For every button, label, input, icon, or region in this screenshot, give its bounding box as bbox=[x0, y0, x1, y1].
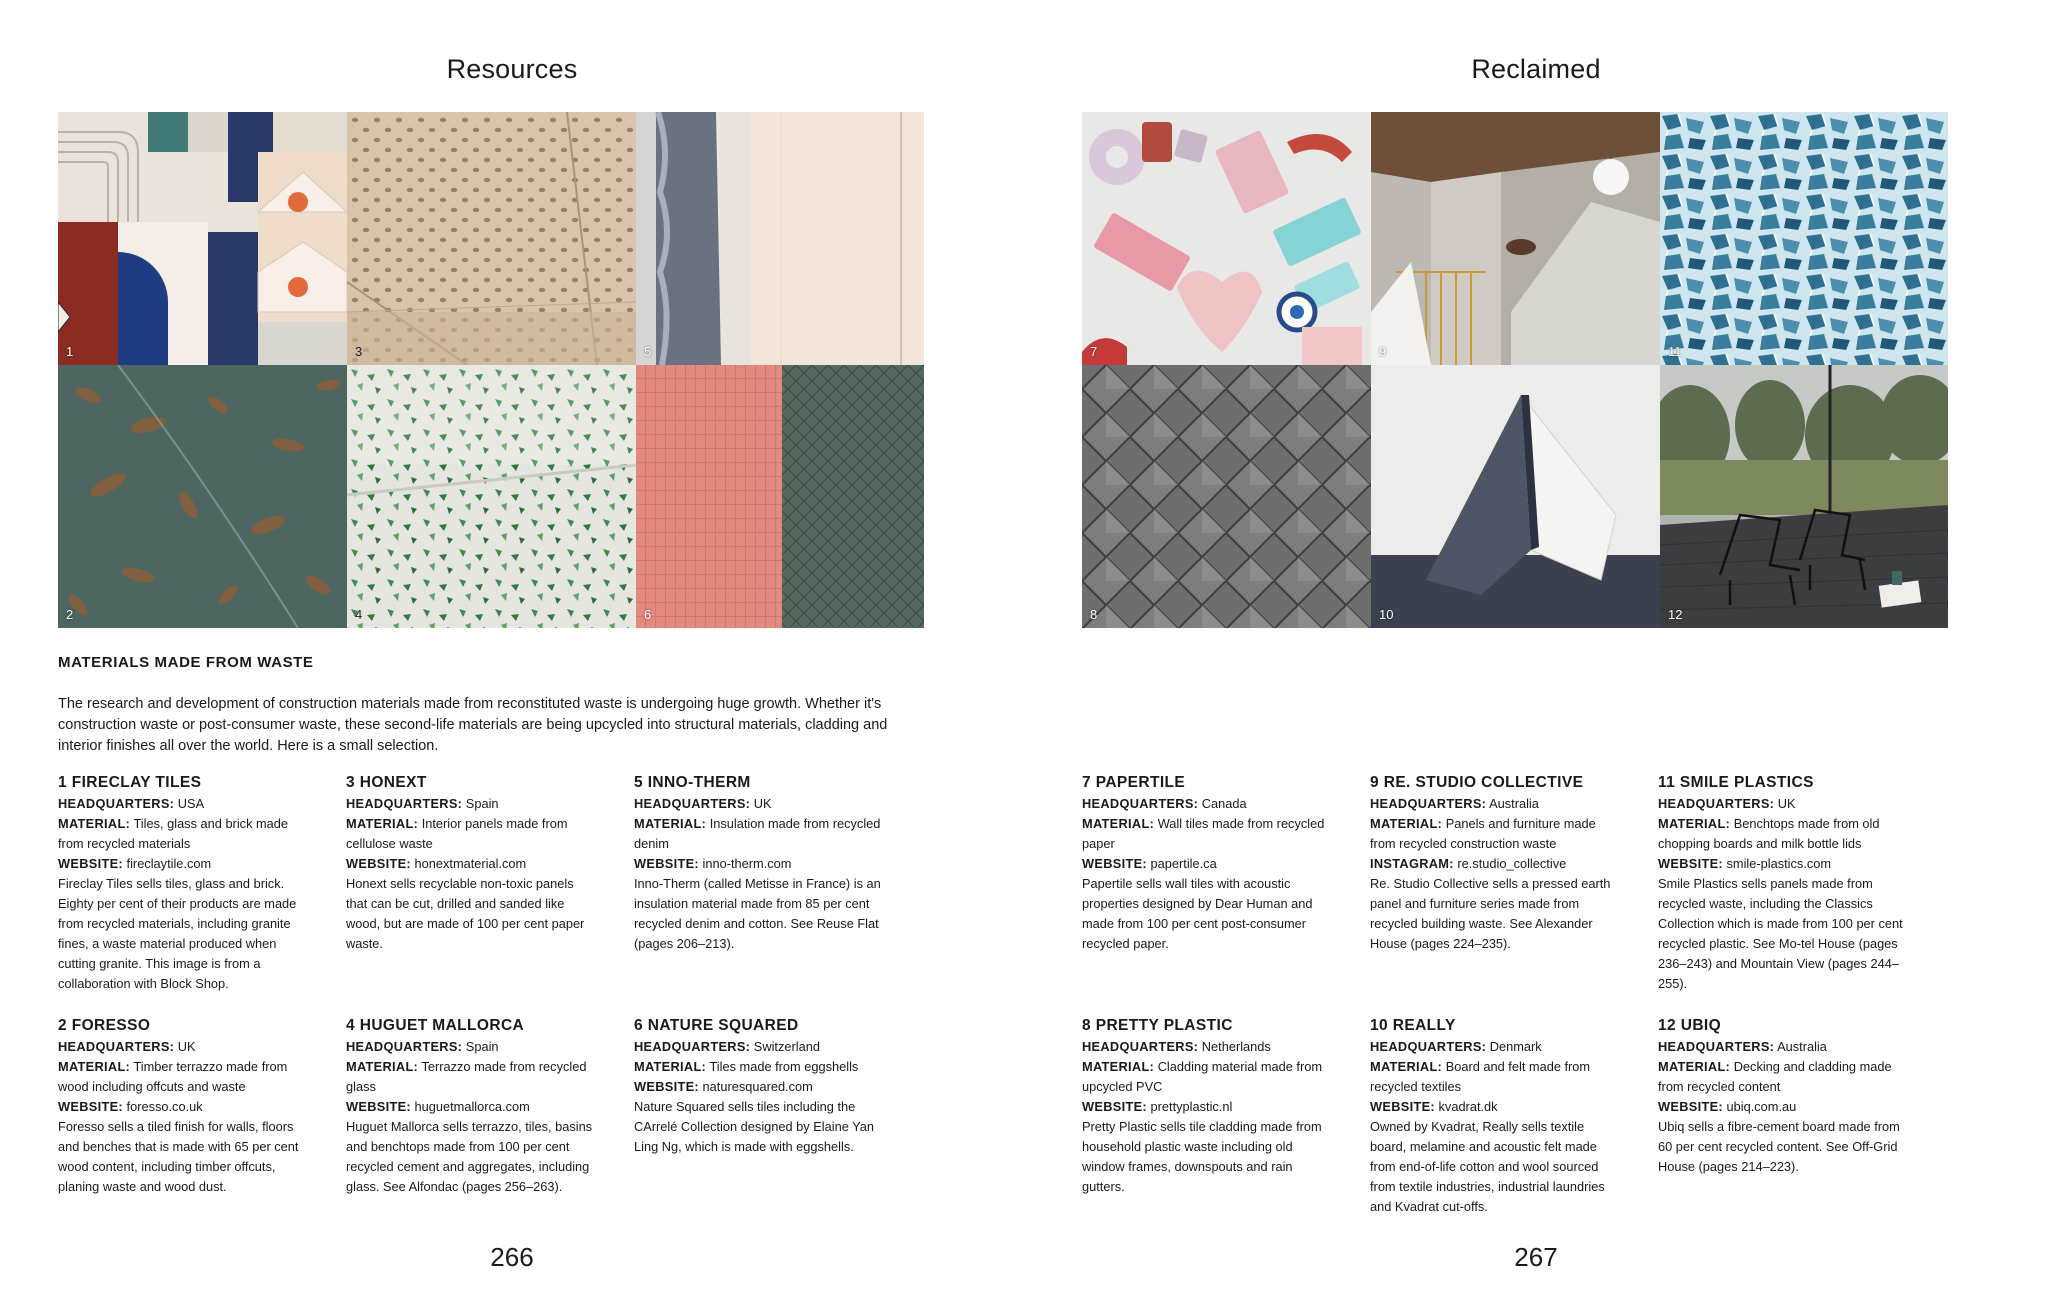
entry-description: Smile Plastics sells panels made from recycled waste, including the Classics Collection which is made from 100 per cent recycled plastic. See Mo-tel House (pages 236–243) and Mountain View (pages 244–255). bbox=[1658, 876, 1903, 991]
material-value: Tiles, glass and brick made from recycled materials bbox=[58, 816, 289, 851]
material-value: Timber terrazzo made from wood including offcuts and waste bbox=[58, 1059, 288, 1094]
entry-hq bbox=[1658, 794, 1908, 814]
image-number: 10 bbox=[1379, 607, 1394, 622]
entry-re-studio-collective bbox=[1370, 772, 1620, 954]
image-pretty-plastic bbox=[1082, 365, 1371, 628]
hq-label: HEADQUARTERS: bbox=[1658, 1039, 1775, 1054]
cladding-tiles-image bbox=[1082, 365, 1371, 628]
hq-value: Denmark bbox=[1489, 1039, 1542, 1054]
entry-hq bbox=[634, 1037, 884, 1057]
material-label: MATERIAL: bbox=[1082, 1059, 1155, 1074]
material-label: MATERIAL: bbox=[1658, 1059, 1731, 1074]
website-value: honextmaterial.com bbox=[414, 856, 527, 871]
intro-paragraph bbox=[58, 694, 928, 757]
entry-title: 8 PRETTY PLASTIC bbox=[1082, 1017, 1233, 1034]
entry-description: Inno-Therm (called Metisse in France) is an insulation material made from 85 per cent recycled denim and cotton. See Reuse Flat (pages 206–213). bbox=[634, 876, 881, 951]
material-value: Wall tiles made from recycled paper bbox=[1082, 816, 1325, 851]
entry-huguet-mallorca bbox=[346, 1015, 596, 1197]
material-label: MATERIAL: bbox=[346, 816, 419, 831]
hq-value: USA bbox=[177, 796, 205, 811]
image-number: 6 bbox=[644, 607, 652, 622]
image-inno-therm bbox=[636, 112, 924, 365]
website-value: huguetmallorca.com bbox=[414, 1099, 530, 1114]
entry-material bbox=[1658, 814, 1908, 854]
image-grid bbox=[58, 112, 924, 628]
entry-description: Huguet Mallorca sells terrazzo, tiles, basins and benchtops made from 100 per cent recycled cement and aggregates, including glass. See Alfondac (pages 256–263). bbox=[346, 1119, 593, 1194]
entry-title: 10 REALLY bbox=[1370, 1017, 1456, 1034]
entry-hq bbox=[1082, 1037, 1332, 1057]
material-value: Insulation made from recycled denim bbox=[634, 816, 881, 851]
entry-title: 11 SMILE PLASTICS bbox=[1658, 774, 1814, 791]
website-value: papertile.ca bbox=[1150, 856, 1217, 871]
entry-pretty-plastic bbox=[1082, 1015, 1332, 1197]
entry-title: 2 FORESSO bbox=[58, 1017, 151, 1034]
image-number: 4 bbox=[355, 607, 363, 622]
material-value: Board and felt made from recycled textiles bbox=[1370, 1059, 1591, 1094]
entry-fireclay-tiles bbox=[58, 772, 308, 994]
paper-tiles-image bbox=[1082, 112, 1371, 365]
material-label: MATERIAL: bbox=[346, 1059, 419, 1074]
entry-material bbox=[634, 1057, 884, 1077]
website-value: prettyplastic.nl bbox=[1150, 1099, 1233, 1114]
entry-honext bbox=[346, 772, 596, 954]
entry-description: Honext sells recyclable non-toxic panels that can be cut, drilled and sanded like wood, but are made of 100 per cent paper waste. bbox=[346, 876, 585, 951]
entry-foresso bbox=[58, 1015, 308, 1197]
hq-value: Canada bbox=[1201, 796, 1247, 811]
material-value: Cladding material made from upcycled PVC bbox=[1082, 1059, 1322, 1094]
website-label: WEBSITE: bbox=[634, 856, 699, 871]
instagram-label: INSTAGRAM: bbox=[1370, 856, 1454, 871]
hq-label: HEADQUARTERS: bbox=[1082, 1039, 1199, 1054]
hq-label: HEADQUARTERS: bbox=[346, 796, 463, 811]
entry-material bbox=[58, 1057, 308, 1097]
entry-title: 3 HONEXT bbox=[346, 774, 427, 791]
entry-description: Pretty Plastic sells tile cladding made from household plastic waste including old window frames, downspouts and rain gutters. bbox=[1082, 1119, 1322, 1194]
page-right bbox=[1024, 0, 2048, 1310]
entry-material bbox=[346, 814, 596, 854]
image-number: 3 bbox=[355, 344, 363, 359]
entry-title: 1 FIRECLAY TILES bbox=[58, 774, 202, 791]
entry-website bbox=[346, 1097, 596, 1117]
entry-instagram bbox=[1370, 854, 1620, 874]
page-title: Reclaimed bbox=[1471, 54, 1601, 84]
entry-hq bbox=[1658, 1037, 1908, 1057]
section-heading: MATERIALS MADE FROM WASTE bbox=[58, 654, 314, 671]
hq-value: Spain bbox=[465, 796, 499, 811]
entry-description: Papertile sells wall tiles with acoustic properties designed by Dear Human and made from 100 per cent post-consumer recycled paper. bbox=[1082, 876, 1313, 951]
hq-value: Switzerland bbox=[753, 1039, 820, 1054]
page-title: Resources bbox=[446, 54, 578, 84]
entry-smile-plastics bbox=[1658, 772, 1908, 994]
entry-description: Re. Studio Collective sells a pressed earth panel and furniture series made from recycled building waste. See Alexander House (pages 224–235). bbox=[1370, 876, 1611, 951]
website-value: inno-therm.com bbox=[702, 856, 792, 871]
entry-hq bbox=[346, 794, 596, 814]
website-label: WEBSITE: bbox=[1658, 856, 1723, 871]
website-label: WEBSITE: bbox=[1658, 1099, 1723, 1114]
hq-label: HEADQUARTERS: bbox=[58, 1039, 175, 1054]
perforated-panel-image bbox=[347, 112, 636, 365]
image-really bbox=[1371, 365, 1660, 628]
hq-label: HEADQUARTERS: bbox=[634, 1039, 751, 1054]
image-number: 9 bbox=[1379, 344, 1387, 359]
hq-label: HEADQUARTERS: bbox=[1370, 796, 1487, 811]
material-label: MATERIAL: bbox=[634, 1059, 707, 1074]
website-label: WEBSITE: bbox=[58, 856, 123, 871]
entry-description: Ubiq sells a fibre-cement board made from 60 per cent recycled content. See Off-Grid House (pages 214–223). bbox=[1658, 1119, 1900, 1174]
material-label: MATERIAL: bbox=[1082, 816, 1155, 831]
image-number: 7 bbox=[1090, 344, 1098, 359]
image-fireclay-tiles bbox=[58, 112, 347, 365]
website-label: WEBSITE: bbox=[346, 856, 411, 871]
website-value: foresso.co.uk bbox=[126, 1099, 203, 1114]
glass-terrazzo-image bbox=[347, 365, 636, 628]
textile-board-image bbox=[1371, 365, 1660, 628]
website-value: smile-plastics.com bbox=[1726, 856, 1832, 871]
image-honext bbox=[347, 112, 636, 365]
entry-hq bbox=[634, 794, 884, 814]
page-number: 267 bbox=[1514, 1242, 1558, 1272]
material-label: MATERIAL: bbox=[1658, 816, 1731, 831]
entry-material bbox=[1658, 1057, 1908, 1097]
image-huguet-mallorca bbox=[347, 365, 636, 628]
entry-description: Nature Squared sells tiles including the CArrelé Collection designed by Elaine Yan Ling Ng, which is made with eggshells. bbox=[634, 1099, 874, 1154]
website-label: WEBSITE: bbox=[346, 1099, 411, 1114]
entry-website bbox=[346, 854, 596, 874]
image-nature-squared bbox=[636, 365, 924, 628]
hq-value: UK bbox=[177, 1039, 196, 1054]
website-value: ubiq.com.au bbox=[1726, 1099, 1797, 1114]
interior-stair-image bbox=[1371, 112, 1660, 365]
website-label: WEBSITE: bbox=[1082, 856, 1147, 871]
website-label: WEBSITE: bbox=[1082, 1099, 1147, 1114]
hq-value: Australia bbox=[1489, 796, 1539, 811]
entry-hq bbox=[58, 1037, 308, 1057]
material-value: Panels and furniture made from recycled construction waste bbox=[1370, 816, 1596, 851]
entry-hq bbox=[1082, 794, 1332, 814]
image-number: 12 bbox=[1668, 607, 1683, 622]
entry-inno-therm bbox=[634, 772, 884, 954]
hq-label: HEADQUARTERS: bbox=[1082, 796, 1199, 811]
entry-material bbox=[1082, 1057, 1332, 1097]
entry-material bbox=[1370, 814, 1620, 854]
entry-hq bbox=[346, 1037, 596, 1057]
material-value: Decking and cladding made from recycled content bbox=[1658, 1059, 1892, 1094]
image-grid bbox=[1082, 112, 1948, 628]
entry-hq bbox=[1370, 794, 1620, 814]
hq-label: HEADQUARTERS: bbox=[1658, 796, 1775, 811]
entry-title: 7 PAPERTILE bbox=[1082, 774, 1186, 791]
entry-material bbox=[1370, 1057, 1620, 1097]
website-value: naturesquared.com bbox=[702, 1079, 813, 1094]
entry-material bbox=[1082, 814, 1332, 854]
material-label: MATERIAL: bbox=[1370, 816, 1443, 831]
hq-value: Australia bbox=[1777, 1039, 1827, 1054]
recycled-plastic-image bbox=[1660, 112, 1948, 365]
material-value: Tiles made from eggshells bbox=[709, 1059, 859, 1074]
entry-website bbox=[1658, 1097, 1908, 1117]
timber-terrazzo-image bbox=[58, 365, 347, 628]
hq-value: UK bbox=[1777, 796, 1796, 811]
material-label: MATERIAL: bbox=[1370, 1059, 1443, 1074]
intro-text: The research and development of construction materials made from reconstituted waste is undergoing huge growth. Whether it's construction waste or post-consumer waste, these second-life materials are being upcycled into structural materials, cladding and interior finishes all over the world. Here is a small selection. bbox=[58, 696, 888, 754]
entry-title: 4 HUGUET MALLORCA bbox=[346, 1017, 525, 1034]
hq-label: HEADQUARTERS: bbox=[634, 796, 751, 811]
entry-website bbox=[634, 1077, 884, 1097]
material-label: MATERIAL: bbox=[58, 816, 131, 831]
material-value: Interior panels made from cellulose waste bbox=[346, 816, 568, 851]
image-number: 8 bbox=[1090, 607, 1098, 622]
entry-title: 12 UBIQ bbox=[1658, 1017, 1722, 1034]
entry-website bbox=[58, 1097, 308, 1117]
website-label: WEBSITE: bbox=[58, 1099, 123, 1114]
entry-description: Foresso sells a tiled finish for walls, floors and benches that is made with 65 per cent wood content, including timber offcuts, planing waste and wood dust. bbox=[58, 1119, 299, 1194]
page-number: 266 bbox=[490, 1242, 534, 1272]
image-number: 2 bbox=[66, 607, 74, 622]
insulation-image bbox=[636, 112, 924, 365]
image-smile-plastics bbox=[1660, 112, 1948, 365]
entry-material bbox=[58, 814, 308, 854]
entry-papertile bbox=[1082, 772, 1332, 954]
material-label: MATERIAL: bbox=[634, 816, 707, 831]
entry-website bbox=[634, 854, 884, 874]
entry-description: Owned by Kvadrat, Really sells textile board, melamine and acoustic felt made from end-of-life cotton and wool sourced from textile industries, industrial laundries and Kvadrat cut-offs. bbox=[1370, 1119, 1605, 1214]
entry-nature-squared bbox=[634, 1015, 884, 1157]
image-papertile bbox=[1082, 112, 1371, 365]
image-ubiq bbox=[1660, 365, 1948, 628]
hq-value: UK bbox=[753, 796, 772, 811]
deck-chairs-image bbox=[1660, 365, 1948, 628]
entry-website bbox=[1082, 854, 1332, 874]
entry-really bbox=[1370, 1015, 1620, 1217]
entry-hq bbox=[58, 794, 308, 814]
image-re-studio-collective bbox=[1371, 112, 1660, 365]
entry-website bbox=[1658, 854, 1908, 874]
entry-material bbox=[346, 1057, 596, 1097]
website-label: WEBSITE: bbox=[1370, 1099, 1435, 1114]
image-number: 1 bbox=[66, 344, 74, 359]
hq-value: Netherlands bbox=[1201, 1039, 1271, 1054]
entry-title: 9 RE. STUDIO COLLECTIVE bbox=[1370, 774, 1584, 791]
entry-title: 5 INNO-THERM bbox=[634, 774, 751, 791]
image-foresso bbox=[58, 365, 347, 628]
material-value: Terrazzo made from recycled glass bbox=[346, 1059, 587, 1094]
entry-title: 6 NATURE SQUARED bbox=[634, 1017, 799, 1034]
entry-description: Fireclay Tiles sells tiles, glass and brick. Eighty per cent of their products are made from recycled materials, including granite fines, a waste material produced when cutting granite. This image is from a collaboration with Block Shop. bbox=[58, 876, 297, 991]
entry-website bbox=[1082, 1097, 1332, 1117]
material-value: Benchtops made from old chopping boards and milk bottle lids bbox=[1658, 816, 1880, 851]
entry-hq bbox=[1370, 1037, 1620, 1057]
entry-website bbox=[58, 854, 308, 874]
entry-material bbox=[634, 814, 884, 854]
material-label: MATERIAL: bbox=[58, 1059, 131, 1074]
eggshell-tiles-image bbox=[636, 365, 924, 628]
website-value: fireclaytile.com bbox=[126, 856, 212, 871]
image-number: 5 bbox=[644, 344, 652, 359]
website-label: WEBSITE: bbox=[634, 1079, 699, 1094]
entry-website bbox=[1370, 1097, 1620, 1117]
image-number: 11 bbox=[1668, 344, 1682, 359]
entry-ubiq bbox=[1658, 1015, 1908, 1177]
website-value: kvadrat.dk bbox=[1438, 1099, 1498, 1114]
tile-pattern-image bbox=[58, 112, 347, 365]
hq-label: HEADQUARTERS: bbox=[1370, 1039, 1487, 1054]
instagram-value: re.studio_collective bbox=[1457, 856, 1567, 871]
hq-label: HEADQUARTERS: bbox=[58, 796, 175, 811]
hq-value: Spain bbox=[465, 1039, 499, 1054]
hq-label: HEADQUARTERS: bbox=[346, 1039, 463, 1054]
